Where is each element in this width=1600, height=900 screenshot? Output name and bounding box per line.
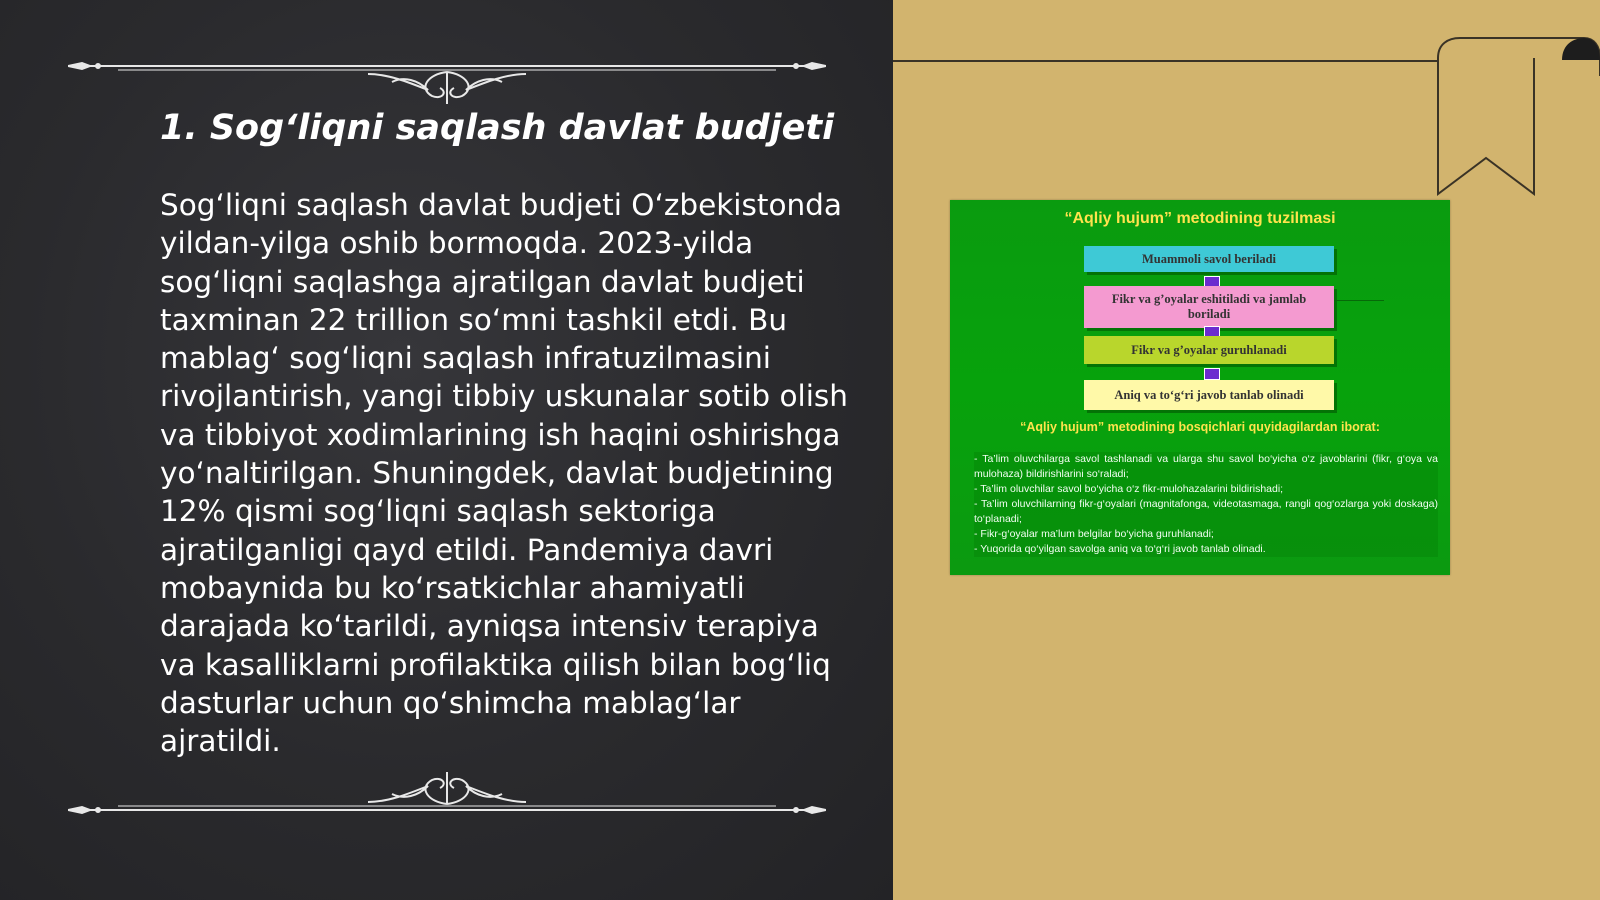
divider-line <box>893 60 1438 62</box>
decorative-divider-bottom-icon <box>68 770 826 830</box>
list-item: - Yuqorida qo‘yilgan savolga aniq va to‘g‘ri javob tanlab olinadi. <box>974 543 1266 555</box>
list-item: - Ta’lim oluvchilar savol bo‘yicha o‘z fikr-mulohazalarini bildirishadi; <box>974 483 1284 495</box>
connector-line <box>1334 300 1384 301</box>
flow-step-3: Fikr va g’oyalar guruhlanadi <box>1084 336 1334 364</box>
decorative-divider-top-icon <box>68 46 826 106</box>
list-item: - Fikr-g‘oyalar ma’lum belgilar bo‘yicha guruhlanadi; <box>974 528 1214 540</box>
brainstorm-method-figure <box>950 200 1450 575</box>
figure-title: “Aqliy hujum” metodining tuzilmasi <box>1064 210 1336 227</box>
list-item: - Ta’lim oluvchilarga savol tashlanadi va ularga shu savol bo‘yicha o‘z javoblarini (fikr, g‘oya va mulohaza) bildirishlarini so‘raladi; <box>974 453 1438 480</box>
slide-body-text: Sog‘liqni saqlash davlat budjeti O‘zbekistonda yildan-yilga oshib bormoqda. 2023-yilda sog‘liqni saqlashga ajratilgan davlat budjeti taxminan 22 trillion so‘mni tashkil etdi. Bu mablag‘ sog‘liqni saqlash infratuzilmasini rivojlantirish, yangi tibbiy uskunalar sotib olish va tibbiyot xodimlarining ish haqini oshirishga yo‘naltirilgan. Shuningdek, davlat budjetining 12% qismi sog‘liqni saqlash sektoriga ajratilganligi qayd etildi. Pandemiya davri mobaynida bu ko‘rsatkichlar ahamiyatli darajada ko‘tarildi, ayniqsa intensiv terapiya va kasalliklarni profilaktika qilish bilan bog‘liq dasturlar uchun qo‘shimcha mablag‘lar ajratildi. <box>160 188 848 759</box>
flow-step-4: Aniq va to‘g‘ri javob tanlab olinadi <box>1084 380 1334 410</box>
bookmark-ribbon-icon <box>1434 36 1600 200</box>
flow-step-1: Muammoli savol beriladi <box>1084 246 1334 272</box>
steps-list <box>974 452 1438 557</box>
list-item: - Ta’lim oluvchilarning fikr-g‘oyalari (magnitafonga, videotasmaga, rangli qog‘ozlarga yoki doskaga) to‘planadi; <box>974 498 1438 525</box>
slide-title: 1. Sog‘liqni saqlash davlat budjeti <box>160 108 835 148</box>
flow-step-2: Fikr va g’oyalar eshitiladi va jamlab boriladi <box>1084 286 1334 328</box>
flow-arrow-icon <box>1204 368 1220 380</box>
figure-subtitle: “Aqliy hujum” metodining bosqichlari quyidagilardan iborat: <box>1020 420 1380 434</box>
